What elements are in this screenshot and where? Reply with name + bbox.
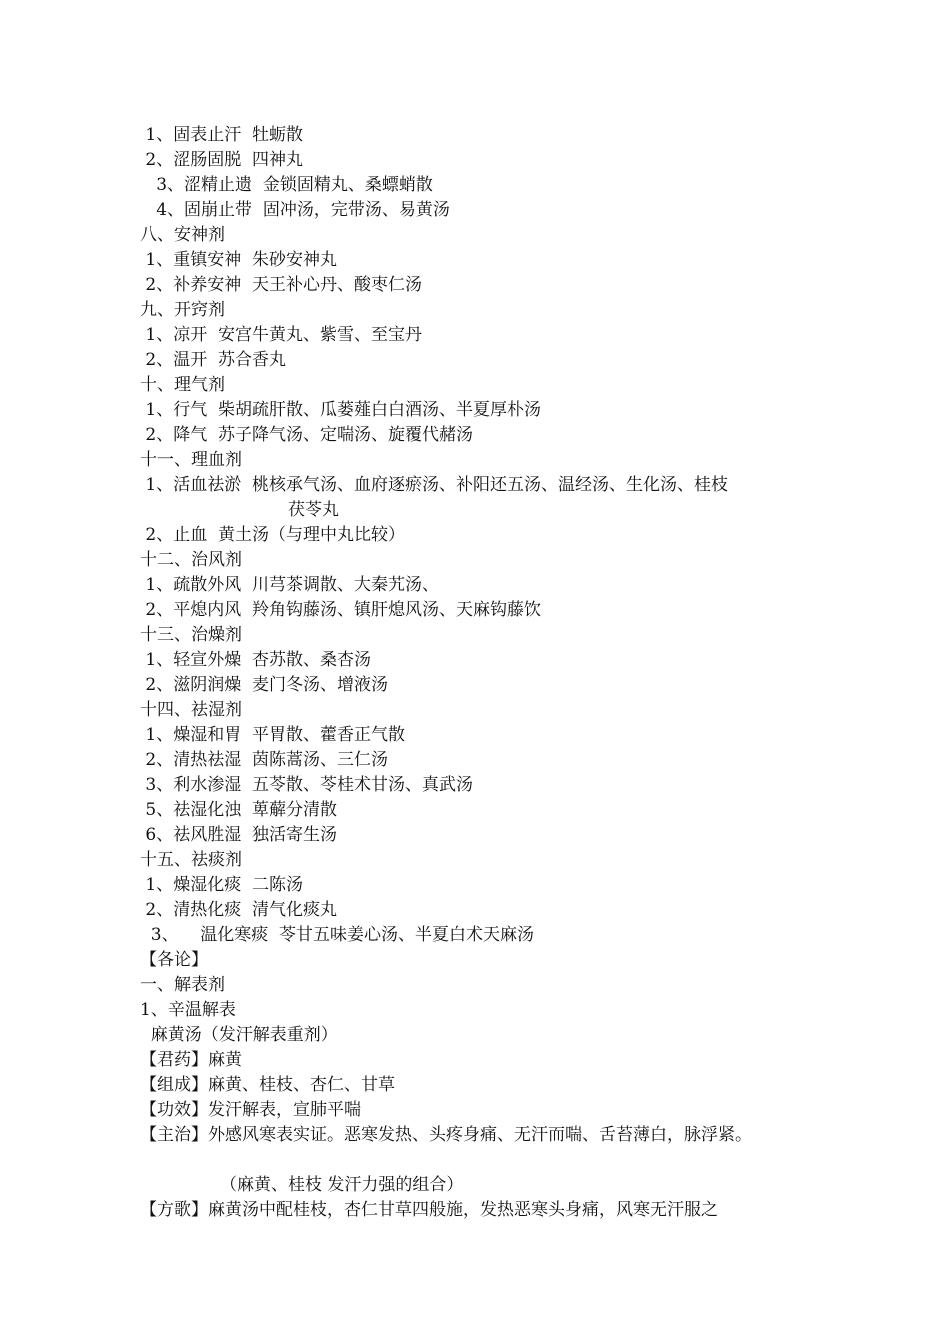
text-line: 2、止血 黄土汤（与理中丸比较） <box>140 525 406 545</box>
text-line: 4、固崩止带 固冲汤，完带汤、易黄汤 <box>140 200 450 220</box>
text-line: 5、祛湿化浊 萆薢分清散 <box>140 800 338 820</box>
section-heading: 一、解表剂 <box>140 975 225 995</box>
text-line: 【功效】发汗解表，宣肺平喘 <box>140 1100 361 1120</box>
text-line: 2、清热化痰 清气化痰丸 <box>140 900 338 920</box>
text-line: 1、固表止汗 牡蛎散 <box>140 125 304 145</box>
text-line: 1、疏散外风 川芎茶调散、大秦艽汤、 <box>140 575 440 595</box>
section-heading: 十二、治风剂 <box>140 550 242 570</box>
text-line: 3、涩精止遗 金锁固精丸、桑螵蛸散 <box>140 175 433 195</box>
text-line: 1、燥湿和胃 平胃散、藿香正气散 <box>140 725 406 745</box>
text-line: 1、活血祛淤 桃核承气汤、血府逐瘀汤、补阳还五汤、温经汤、生化汤、桂枝 <box>140 475 729 495</box>
text-line: 【组成】麻黄、桂枝、杏仁、甘草 <box>140 1075 395 1095</box>
text-line: （麻黄、桂枝 发汗力强的组合） <box>220 1175 464 1195</box>
section-heading: 十三、治燥剂 <box>140 625 242 645</box>
text-line: 2、补养安神 天王补心丹、酸枣仁汤 <box>140 275 423 295</box>
section-heading: 十一、理血剂 <box>140 450 242 470</box>
text-line: 3、利水渗湿 五苓散、苓桂术甘汤、真武汤 <box>140 775 474 795</box>
section-heading: 八、安神剂 <box>140 225 225 245</box>
text-line: 1、轻宣外燥 杏苏散、桑杏汤 <box>140 650 372 670</box>
subsection-heading: 1、辛温解表 <box>140 1000 236 1020</box>
section-heading: 【各论】 <box>140 950 208 970</box>
paragraph: 【主治】外感风寒表实证。恶寒发热、头疼身痛、无汗而喘、舌苔薄白，脉浮紧。 <box>140 1125 752 1145</box>
text-line: 1、凉开 安宫牛黄丸、紫雪、至宝丹 <box>140 325 423 345</box>
text-line: 3、 温化寒痰 苓甘五味姜心汤、半夏白术天麻汤 <box>140 925 535 945</box>
text-line: 2、滋阴润燥 麦门冬汤、增液汤 <box>140 675 389 695</box>
text-line: 1、行气 柴胡疏肝散、瓜蒌薤白白酒汤、半夏厚朴汤 <box>140 400 542 420</box>
text-line: 【君药】麻黄 <box>140 1050 242 1070</box>
section-heading: 十、理气剂 <box>140 375 225 395</box>
text-line: 2、温开 苏合香丸 <box>140 350 287 370</box>
text-line-continuation: 茯苓丸 <box>288 500 339 520</box>
text-line: 1、燥湿化痰 二陈汤 <box>140 875 304 895</box>
section-heading: 十五、祛痰剂 <box>140 850 242 870</box>
text-line: 6、祛风胜湿 独活寄生汤 <box>140 825 338 845</box>
text-line: 1、重镇安神 朱砂安神丸 <box>140 250 338 270</box>
text-line: 2、平熄内风 羚角钩藤汤、镇肝熄风汤、天麻钩藤饮 <box>140 600 542 620</box>
section-heading: 九、开窍剂 <box>140 300 225 320</box>
text-line: 2、清热祛湿 茵陈蒿汤、三仁汤 <box>140 750 389 770</box>
text-line: 2、涩肠固脱 四神丸 <box>140 150 304 170</box>
section-heading: 十四、祛湿剂 <box>140 700 242 720</box>
text-line: 【方歌】麻黄汤中配桂枝，杏仁甘草四般施，发热恶寒头身痛，风寒无汗服之 <box>140 1200 718 1220</box>
text-line: 2、降气 苏子降气汤、定喘汤、旋覆代赭汤 <box>140 425 474 445</box>
formula-name: 麻黄汤（发汗解表重剂） <box>140 1025 338 1045</box>
